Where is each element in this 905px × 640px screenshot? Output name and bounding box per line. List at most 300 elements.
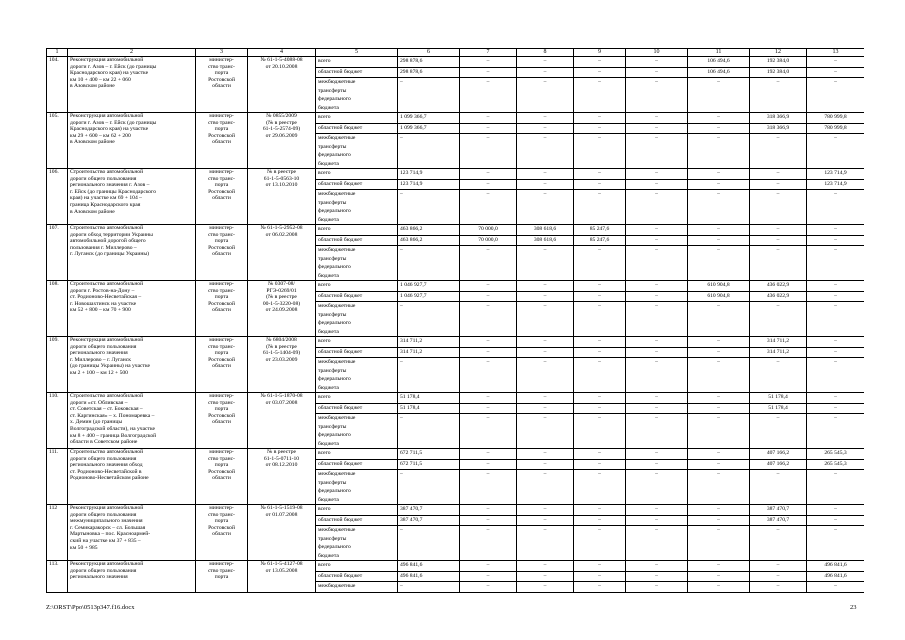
amount-value: 672 711,5 [398, 460, 459, 471]
amount-value: – [807, 404, 864, 415]
amount-column-6 [398, 281, 460, 337]
customer-name: министер- ство транс- порта Ростовской области [196, 113, 248, 169]
amount-value: – [807, 292, 864, 303]
expertise-document: № 61-1-5-1519-08 от 01.07.2008 [248, 505, 316, 561]
amount-value: 1 099 366,7 [398, 113, 459, 124]
amount-value: – [834, 471, 837, 477]
amount-value: – [517, 180, 573, 191]
table-row [47, 225, 865, 281]
amount-value: 318 366,9 [750, 124, 806, 135]
funding-source-label: областной бюджет [316, 348, 397, 359]
amount-value: – [574, 449, 625, 460]
amount-value: – [543, 359, 547, 365]
row-number: 105. [47, 113, 68, 169]
amount-value: – [655, 415, 658, 421]
amount-value: – [626, 236, 687, 247]
amount-value: – [626, 281, 687, 292]
amount-column-6 [398, 57, 460, 113]
amount-value: – [574, 561, 625, 572]
project-name: Строительство автомобильной дороги г. Ростов-на-Дону – ст. Родионово-Несветайская – г. Новошахтинск на участке км 52 + 800 – км 70 + 900 [68, 281, 196, 337]
amount-column-9 [574, 281, 626, 337]
funding-source-label: всего [316, 561, 397, 572]
amount-value: – [750, 180, 806, 191]
amount-value: – [574, 124, 625, 135]
expertise-document: № 61-1-5-2952-08 от 06.02.2008 [248, 225, 316, 281]
amount-value: – [717, 303, 720, 309]
amount-value: – [460, 404, 516, 415]
project-name: Реконструкция автомобильной дороги общего пользования регионального значения [68, 561, 196, 593]
amount-column-12 [750, 57, 807, 113]
amount-value: 407 166,2 [750, 449, 806, 460]
funding-sources [316, 169, 398, 225]
amount-value: – [574, 292, 625, 303]
amount-value: – [655, 471, 658, 477]
amount-column-13 [807, 57, 865, 113]
amount-value: – [460, 572, 516, 583]
amount-value: – [460, 561, 516, 572]
amount-value: – [834, 527, 837, 533]
amount-value: 436 022,9 [750, 281, 806, 292]
amount-value: – [543, 247, 547, 253]
customer-name: министер- ство транс- порта Ростовской области [196, 57, 248, 113]
funding-source-label: всего [316, 169, 397, 180]
amount-column-7 [460, 57, 517, 113]
funding-source-label: всего [316, 449, 397, 460]
amount-value: – [626, 572, 687, 583]
amount-value: – [717, 191, 720, 197]
funding-sources [316, 281, 398, 337]
amount-value: – [400, 415, 403, 421]
funding-sources [316, 505, 398, 561]
amount-value: 85 247,6 [574, 236, 625, 247]
funding-source-label: областной бюджет [316, 460, 397, 471]
amount-value: – [717, 415, 720, 421]
amount-value: – [807, 57, 864, 68]
customer-name: министер- ство транс- порта [196, 561, 248, 593]
amount-column-8 [517, 505, 574, 561]
amount-value: – [750, 225, 806, 236]
amount-value: – [574, 57, 625, 68]
customer-name: министер- ство транс- порта Ростовской области [196, 337, 248, 393]
amount-value: – [776, 527, 780, 533]
amount-value: – [626, 505, 687, 516]
funding-sources [316, 225, 398, 281]
amount-value: 463 866,2 [398, 225, 459, 236]
row-number: 108. [47, 281, 68, 337]
funding-source-label: областной бюджет [316, 404, 397, 415]
amount-value: – [626, 124, 687, 135]
amount-column-7 [460, 169, 517, 225]
amount-value: – [807, 337, 864, 348]
amount-value: – [517, 561, 573, 572]
amount-value: – [776, 415, 780, 421]
amount-value: – [574, 113, 625, 124]
amount-column-8 [517, 449, 574, 505]
amount-value: – [834, 191, 837, 197]
amount-column-6 [398, 169, 460, 225]
row-number: 106. [47, 169, 68, 225]
amount-value: – [750, 561, 806, 572]
amount-value: – [688, 404, 749, 415]
amount-value: – [717, 79, 720, 85]
amount-value: – [626, 225, 687, 236]
amount-value: – [486, 359, 490, 365]
table-row [47, 393, 865, 449]
funding-source-label: межбюджетные трансферты федерального бюджета [318, 527, 356, 559]
amount-column-10 [626, 169, 688, 225]
table-row [47, 561, 865, 593]
row-number: 112 [47, 505, 68, 561]
amount-value: – [807, 505, 864, 516]
amount-column-6 [398, 561, 460, 593]
amount-value: – [834, 79, 837, 85]
amount-column-6 [398, 225, 460, 281]
amount-column-9 [574, 505, 626, 561]
amount-value: 463 866,2 [398, 236, 459, 247]
amount-value: – [400, 527, 403, 533]
funding-source-label: всего [316, 225, 397, 236]
funding-source-label: областной бюджет [316, 516, 397, 527]
footer-page-number: 23 [850, 604, 857, 611]
customer-name: министер- ство транс- порта Ростовской области [196, 449, 248, 505]
amount-column-7 [460, 225, 517, 281]
amount-value: – [598, 583, 601, 589]
amount-value: – [598, 303, 601, 309]
funding-source-label: межбюджетные трансферты федерального бюджета [318, 303, 356, 335]
amount-value: – [460, 516, 516, 527]
amount-value: – [717, 247, 720, 253]
amount-value: – [400, 303, 403, 309]
amount-value: – [400, 359, 403, 365]
amount-value: – [776, 471, 780, 477]
column-number-13: 13 [807, 49, 865, 57]
amount-column-12 [750, 393, 807, 449]
amount-value: 1 046 927,7 [398, 281, 459, 292]
amount-value: – [598, 79, 601, 85]
amount-value: – [834, 359, 837, 365]
amount-value: 123 714,9 [398, 169, 459, 180]
funding-source-label: областной бюджет [316, 180, 397, 191]
amount-value: – [688, 449, 749, 460]
amount-value: – [543, 191, 547, 197]
amount-column-9 [574, 225, 626, 281]
project-name: Реконструкция автомобильной дороги общего пользования межмуниципального значения г. Семикаракорск – сл. Большая Мартыновка – пос. Красноармей- ский на участке км 37 + 835 – км 50 + 985 [68, 505, 196, 561]
funding-source-label: межбюджетные трансферты федерального бюджета [318, 191, 356, 223]
amount-value: – [688, 561, 749, 572]
amount-column-8 [517, 337, 574, 393]
funding-source-label: всего [316, 505, 397, 516]
amount-column-11 [688, 505, 750, 561]
amount-column-12 [750, 561, 807, 593]
amount-value: – [486, 471, 490, 477]
funding-sources [316, 113, 398, 169]
amount-column-13 [807, 505, 865, 561]
amount-value: – [517, 572, 573, 583]
row-number: 109. [47, 337, 68, 393]
amount-value: 123 714,9 [398, 180, 459, 191]
amount-value: – [834, 135, 837, 141]
amount-value: – [776, 191, 780, 197]
amount-column-7 [460, 561, 517, 593]
footer-file-path: Z:\ORST\Ppo\0513p347.f16.docx [46, 604, 135, 611]
amount-value: – [517, 292, 573, 303]
amount-value: – [598, 471, 601, 477]
amount-column-9 [574, 393, 626, 449]
row-number: 104. [47, 57, 68, 113]
amount-value: – [688, 516, 749, 527]
expertise-document: № 0855/2009 (№ в реестре 61-1-5-2574-09) от 29.06.2009 [248, 113, 316, 169]
amount-value: – [460, 449, 516, 460]
amount-value: – [688, 393, 749, 404]
amount-column-11 [688, 281, 750, 337]
amount-column-6 [398, 393, 460, 449]
amount-column-11 [688, 561, 750, 593]
amount-column-10 [626, 225, 688, 281]
amount-value: – [517, 449, 573, 460]
amount-value: – [598, 135, 601, 141]
amount-value: – [517, 348, 573, 359]
amount-column-13 [807, 337, 865, 393]
amount-value: 314 711,2 [750, 337, 806, 348]
amount-value: – [655, 79, 658, 85]
amount-value: – [807, 516, 864, 527]
amount-value: – [776, 247, 780, 253]
amount-column-10 [626, 113, 688, 169]
amount-value: 106 494,6 [688, 57, 749, 68]
amount-value: – [807, 348, 864, 359]
amount-value: – [717, 527, 720, 533]
customer-name: министер- ство транс- порта Ростовской области [196, 169, 248, 225]
project-name: Реконструкция автомобильной дороги г. Азов – г. Ейск (до границы Краснодарского края) на участке км 10 + 400 – км 22 + 060 в Азовском районе [68, 57, 196, 113]
amount-value: – [460, 57, 516, 68]
amount-value: – [517, 404, 573, 415]
table-row [47, 57, 865, 113]
amount-value: 51 178,4 [750, 393, 806, 404]
amount-value: – [688, 113, 749, 124]
budget-table-sheet [46, 48, 864, 593]
amount-value: 610 904,8 [688, 292, 749, 303]
project-name: Строительство автомобильной дороги общего пользования регионального значения г. Азов – г. Ейск (до границы Краснодарского края) на участке км 69 + 104 – граница Краснодарского края в Азовском районе [68, 169, 196, 225]
amount-value: – [776, 303, 780, 309]
amount-column-7 [460, 113, 517, 169]
amount-value: – [574, 169, 625, 180]
amount-value: – [543, 527, 547, 533]
amount-value: – [598, 415, 601, 421]
funding-sources [316, 449, 398, 505]
amount-value: 436 022,9 [750, 292, 806, 303]
amount-value: 123 714,9 [807, 169, 864, 180]
amount-value: – [486, 191, 490, 197]
amount-value: – [517, 68, 573, 79]
funding-source-label: всего [316, 57, 397, 68]
amount-value: – [598, 527, 601, 533]
funding-source-label: областной бюджет [316, 236, 397, 247]
amount-value: – [626, 68, 687, 79]
amount-value: – [574, 404, 625, 415]
amount-value: – [460, 505, 516, 516]
amount-value: – [400, 135, 403, 141]
amount-column-10 [626, 337, 688, 393]
amount-value: – [626, 292, 687, 303]
amount-column-7 [460, 449, 517, 505]
project-name: Строительство автомобильной дороги общего пользования регионального значения обход ст. Родионово-Несветайской в Родионово-Несветайском районе [68, 449, 196, 505]
amount-value: – [543, 135, 547, 141]
amount-column-13 [807, 225, 865, 281]
funding-source-label: всего [316, 393, 397, 404]
amount-value: – [460, 348, 516, 359]
amount-value: 387 470,7 [398, 516, 459, 527]
amount-value: – [543, 471, 547, 477]
amount-value: – [598, 247, 601, 253]
funding-sources [316, 561, 398, 593]
amount-value: – [400, 471, 403, 477]
amount-value: – [574, 393, 625, 404]
expertise-document: № 0307-08/ РГЭ-0269/01 (№ в реестре 00-1-5-3220-08) от 24.09.2008 [248, 281, 316, 337]
amount-column-13 [807, 281, 865, 337]
column-number-2: 2 [68, 49, 196, 57]
amount-column-8 [517, 57, 574, 113]
amount-value: 265 545,3 [807, 449, 864, 460]
amount-value: – [807, 225, 864, 236]
amount-column-12 [750, 281, 807, 337]
amount-column-8 [517, 225, 574, 281]
amount-value: – [807, 236, 864, 247]
amount-value: – [834, 247, 837, 253]
customer-name: министер- ство транс- порта Ростовской области [196, 281, 248, 337]
column-number-1: 1 [47, 49, 68, 57]
amount-value: 496 841,6 [807, 572, 864, 583]
amount-value: – [776, 79, 780, 85]
amount-value: 496 841,6 [807, 561, 864, 572]
amount-value: – [750, 572, 806, 583]
amount-column-11 [688, 113, 750, 169]
amount-value: 192 384,0 [750, 57, 806, 68]
amount-value: – [543, 583, 547, 589]
amount-value: – [486, 135, 490, 141]
amount-value: – [626, 169, 687, 180]
column-number-12: 12 [750, 49, 807, 57]
amount-column-6 [398, 505, 460, 561]
amount-value: – [655, 527, 658, 533]
amount-value: – [655, 359, 658, 365]
amount-value: 192 384,0 [750, 68, 806, 79]
amount-value: – [486, 415, 490, 421]
project-name: Строительство автомобильной дороги «ст. Обливская – ст. Советская – ст. Боковская – ст. Каргинская» – х. Пономаревка – х. Демин (до границы Волгоградской области), на участке км 8 + 400 – граница Волгоградской области в Советском районе [68, 393, 196, 449]
amount-value: – [517, 113, 573, 124]
amount-value: 1 046 927,7 [398, 292, 459, 303]
funding-sources [316, 57, 398, 113]
amount-value: – [543, 79, 547, 85]
amount-value: 314 711,2 [750, 348, 806, 359]
amount-value: 496 841,6 [398, 561, 459, 572]
amount-value: – [717, 471, 720, 477]
column-number-6: 6 [398, 49, 460, 57]
amount-value: – [776, 359, 780, 365]
expertise-document: № 6804/2008 (№ в реестре 61-1-5-1404-09) от 23.03.2009 [248, 337, 316, 393]
amount-value: – [486, 527, 490, 533]
amount-column-13 [807, 561, 865, 593]
amount-value: – [688, 236, 749, 247]
amount-value: 318 366,9 [750, 113, 806, 124]
amount-value: – [543, 415, 547, 421]
amount-value: – [517, 505, 573, 516]
amount-value: – [543, 303, 547, 309]
amount-value: – [626, 57, 687, 68]
amount-value: – [574, 516, 625, 527]
amount-value: – [688, 124, 749, 135]
amount-value: 70 000,0 [460, 225, 516, 236]
amount-value: – [460, 124, 516, 135]
amount-column-6 [398, 449, 460, 505]
amount-value: – [517, 460, 573, 471]
expertise-document: № в реестре 61-1-5-0711-10 от 08.12.2010 [248, 449, 316, 505]
column-number-7: 7 [460, 49, 517, 57]
amount-value: – [400, 79, 403, 85]
table-row [47, 113, 865, 169]
amount-value: 314 711,2 [398, 337, 459, 348]
amount-value: – [486, 583, 490, 589]
customer-name: министер- ство транс- порта Ростовской области [196, 225, 248, 281]
amount-column-8 [517, 561, 574, 593]
customer-name: министер- ство транс- порта Ростовской области [196, 505, 248, 561]
amount-value: – [574, 348, 625, 359]
funding-source-label: всего [316, 281, 397, 292]
amount-value: – [574, 281, 625, 292]
amount-value: 51 178,4 [750, 404, 806, 415]
amount-value: 70 000,0 [460, 236, 516, 247]
funding-source-label: межбюджетные трансферты федерального бюджета [318, 135, 356, 167]
amount-value: – [626, 393, 687, 404]
row-number: 113. [47, 561, 68, 593]
expertise-document: № в реестре 61-1-5-0563-10 от 13.10.2010 [248, 169, 316, 225]
amount-column-10 [626, 281, 688, 337]
column-number-8: 8 [517, 49, 574, 57]
amount-value: – [626, 113, 687, 124]
amount-column-9 [574, 449, 626, 505]
amount-column-12 [750, 505, 807, 561]
funding-source-label: областной бюджет [316, 572, 397, 583]
amount-value: – [486, 79, 490, 85]
amount-column-9 [574, 169, 626, 225]
amount-value: – [834, 583, 837, 589]
amount-value: 407 166,2 [750, 460, 806, 471]
amount-column-11 [688, 225, 750, 281]
row-number: 111. [47, 449, 68, 505]
funding-sources [316, 337, 398, 393]
amount-value: – [574, 572, 625, 583]
amount-value: – [834, 415, 837, 421]
amount-value: 308 618,6 [517, 236, 573, 247]
amount-column-9 [574, 561, 626, 593]
amount-value: – [400, 247, 403, 253]
amount-value: – [517, 124, 573, 135]
amount-column-11 [688, 393, 750, 449]
amount-value: 123 714,9 [807, 180, 864, 191]
amount-column-11 [688, 449, 750, 505]
column-number-3: 3 [196, 49, 248, 57]
funding-source-label: областной бюджет [316, 292, 397, 303]
column-number-11: 11 [688, 49, 750, 57]
column-number-4: 4 [248, 49, 316, 57]
amount-value: 1 099 366,7 [398, 124, 459, 135]
amount-column-10 [626, 505, 688, 561]
amount-value: 780 999,8 [807, 124, 864, 135]
amount-value: – [460, 113, 516, 124]
project-name: Реконструкция автомобильной дороги г. Азов – г. Ейск (до границы Краснодарского края) на участке км 29 + 600 – км 62 + 200 в Азовском районе [68, 113, 196, 169]
amount-value: – [807, 68, 864, 79]
investment-table [46, 48, 864, 593]
amount-value: 85 247,6 [574, 225, 625, 236]
